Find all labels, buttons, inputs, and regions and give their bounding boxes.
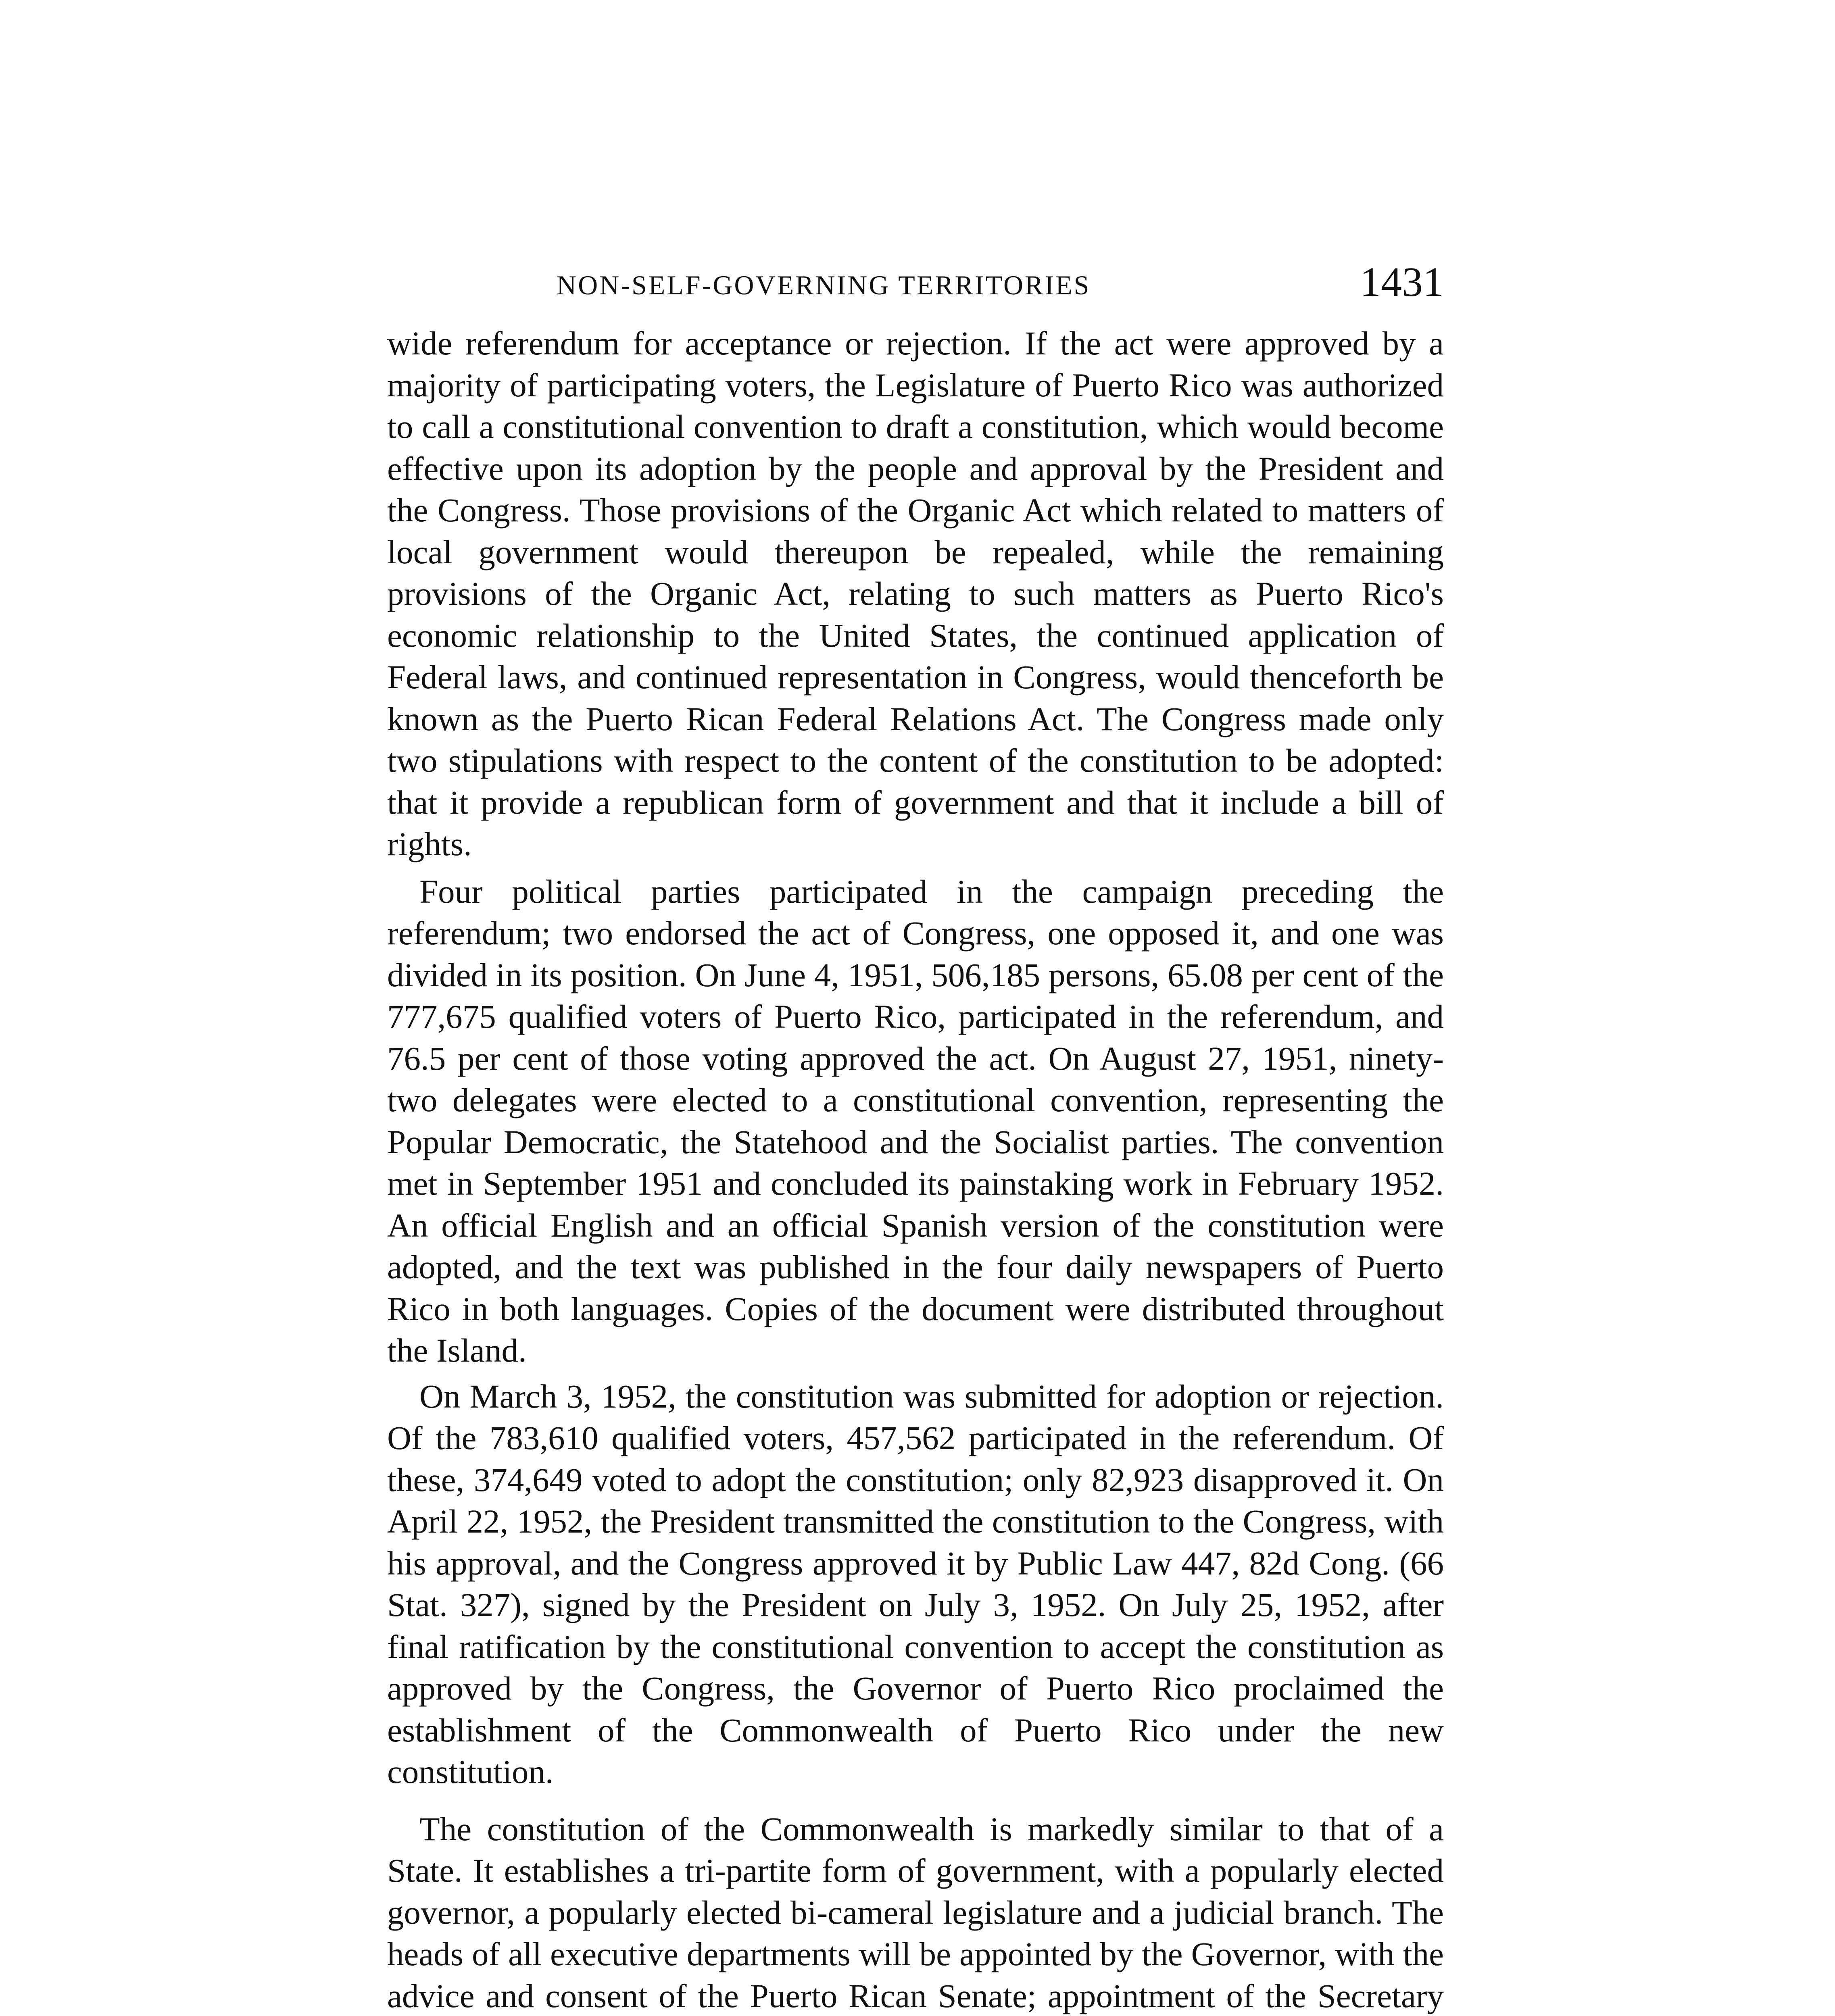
paragraph-commonwealth: The constitution of the Commonwealth is markedly similar to that of a State. It establishes a tri-partite form of government, with a popularly elected governor, a popularly elected bi-cameral legislature and a judicial branch. The heads of all executive departments will be appointed by the Governor, with the advice and consent of the Puerto Rican Senate; appointment of the Secretary (387, 1810, 1444, 2014)
page-number: 1431 (1360, 259, 1444, 305)
page-header (387, 258, 1444, 306)
paragraph-adoption: On March 3, 1952, the constitution was submitted for adoption or rejection. Of the 783,610 qualified voters, 457,562 participated in the referendum. Of these, 374,649 voted to adopt the constitution; only 82,923 disapproved it. On April 22, 1952, the President transmitted the constitution to the Congress, with his approval, and the Congress approved it by Public Law 447, 82d Cong. (66 Stat. 327), signed by the President on July 3, 1952. On July 25, 1952, after final ratification by the constitutional convention to accept the constitution as approved by the Congress, the Governor of Puerto Rico proclaimed the establishment of the Commonwealth of Puerto Rico under the new constitution. (387, 1377, 1444, 1790)
body-text (387, 323, 1444, 2016)
running-head: NON-SELF-GOVERNING TERRITORIES (557, 270, 1091, 300)
paragraph-continued: wide referendum for acceptance or rejection. If the act were approved by a majority of participating voters, the Legislature of Puerto Rico was authorized to call a constitutional convention to draft a constitution, which would become effective upon its adoption by the people and approval by the President and the Congress. Those provisions of the Organic Act which related to matters of local government would thereupon be repealed, while the remaining provisions of the Organic Act, relating to such matters as Puerto Rico's economic relationship to the United States, the continued application of Federal laws, and continued representation in Congress, would thenceforth be known as the Puerto Rican Federal Relations Act. The Congress made only two stipulations with respect to the content of the constitution to be adopted: that it provide a republican form of government and that it include a bill of rights. (387, 325, 1444, 862)
paragraph-referendum: Four political parties participated in the campaign preceding the referendum; two endorsed the act of Congress, one opposed it, and one was divided in its position. On June 4, 1951, 506,185 persons, 65.08 per cent of the 777,675 qualified voters of Puerto Rico, participated in the referendum, and 76.5 per cent of those voting approved the act. On August 27, 1951, ninety-two delegates were elected to a constitutional convention, representing the Popular Democratic, the Statehood and the Socialist parties. The convention met in September 1951 and concluded its painstaking work in February 1952. An official English and an official Spanish version of the constitution were adopted, and the text was published in the four daily newspapers of Puerto Rico in both languages. Copies of the document were distributed throughout the Island. (387, 873, 1444, 1369)
